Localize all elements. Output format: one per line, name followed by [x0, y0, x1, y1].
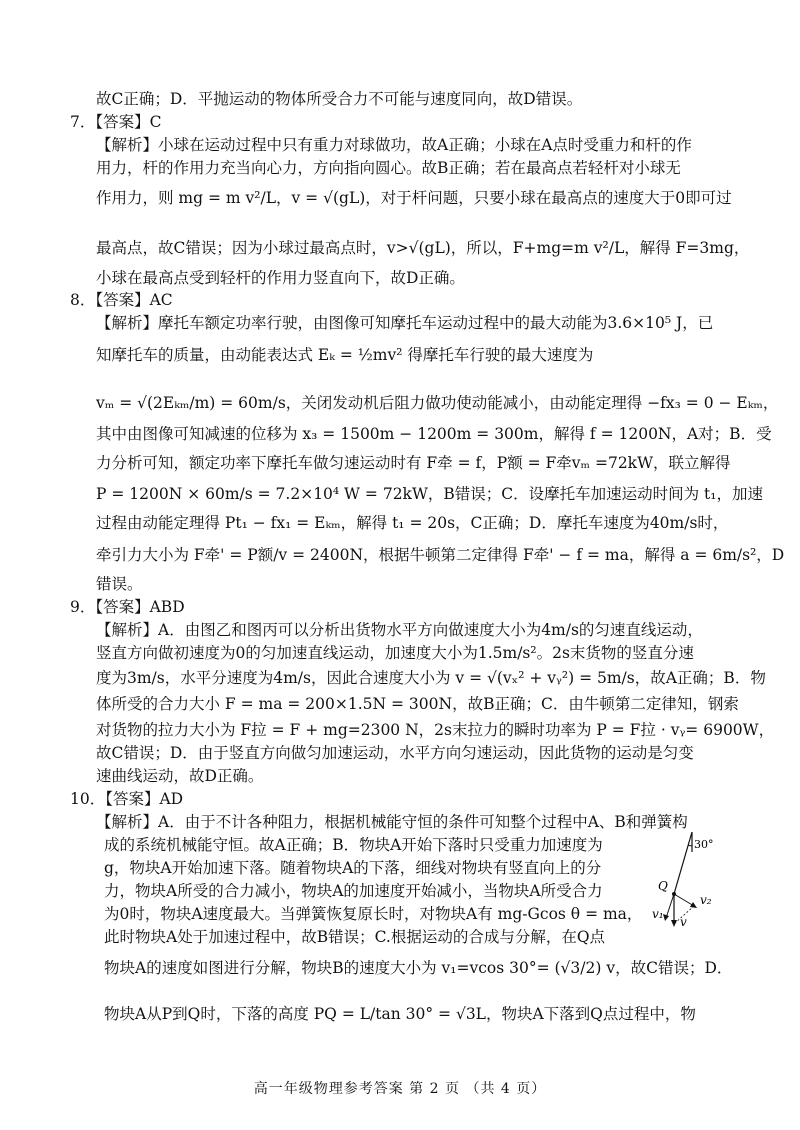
- q8-analysis-5: 力分析可知，额定功率下摩托车做匀速运动时有 F牵 = f，P额 = F牵vₘ =72kW，联立解得: [96, 454, 731, 472]
- q8-analysis-3: vₘ = √(2Eₖₘ/m) = 60m/s，关闭发动机后阻力做功使动能减小，由动能定理得 −fx₃ = 0 − Eₖₘ，: [96, 394, 779, 412]
- point-q-label: Q: [658, 879, 668, 893]
- q8-analysis-6: P = 1200N × 60m/s = 7.2×10⁴ W = 72kW，B错误；C．设摩托车加速运动时间为 t₁，加速: [96, 485, 764, 503]
- velocity-v1-label: v₁: [652, 907, 664, 921]
- q8-analysis-9: 错误。: [96, 575, 143, 593]
- q7-answer: 7．【答案】C: [70, 113, 162, 131]
- velocity-v2-arrowhead: [690, 902, 697, 908]
- q7-analysis-5: 小球在最高点受到轻杆的作用力竖直向下，故D正确。: [96, 269, 465, 287]
- q10-analysis-5: 为0时，物块A速度最大。当弹簧恢复原长时，对物块A有 mg-Gcos θ = ma，: [104, 905, 643, 923]
- q8-analysis-8: 牵引力大小为 F牵' = P额/v = 2400N，根据牛顿第二定律得 F牵' − f = ma，解得 a = 6m/s²，D: [96, 546, 785, 564]
- q9-analysis-4: 体所受的合力大小 F = ma = 200×1.5N = 300N，故B正确；C．由牛顿第二定律知，钢索: [96, 695, 739, 713]
- q7-analysis-3: 作用力，则 mg = m v²/L，v = √(gL)，对于杆问题，只要小球在最高点的速度大于0即可过: [96, 189, 732, 207]
- q10-analysis-2: 成的系统机械能守恒。故A正确；B．物块A开始下落时只受重力加速度为: [104, 836, 603, 854]
- q7-analysis-1: 【解析】小球在运动过程中只有重力对球做功，故A正确；小球在A点时受重力和杆的作: [96, 136, 692, 154]
- angle-label: 30°: [694, 838, 714, 851]
- q7-analysis-4: 最高点，故C错误；因为小球过最高点时，v>√(gL)，所以，F+mg=m v²/L，解得 F=3mg，: [96, 239, 750, 257]
- velocity-v-label: v: [680, 915, 687, 929]
- q8-analysis-2: 知摩托车的质量，由动能表达式 Eₖ = ½mv² 得摩托车行驶的最大速度为: [96, 346, 594, 364]
- q8-analysis-4: 其中由图像可知减速的位移为 x₃ = 1500m − 1200m = 300m，解得 f = 1200N，A对；B．受: [96, 425, 772, 443]
- q9-analysis-5: 对货物的拉力大小为 F拉 = F + mg=2300 N，2s末拉力的瞬时功率为 P = F拉 · vᵧ= 6900W，: [96, 721, 775, 739]
- q9-analysis-7: 速曲线运动，故D正确。: [96, 767, 264, 785]
- q10-analysis-7: 物块A的速度如图进行分解，物块B的速度大小为 v₁=vcos 30°= (√3/2) v，故C错误；D．: [104, 959, 733, 977]
- q7-analysis-2: 用力，杆的作用力充当向心力，方向指向圆心。故B正确；若在最高点若轻杆对小球无: [96, 159, 681, 177]
- page-footer: 高一年级物理参考答案 第 2 页 （共 4 页）: [253, 1081, 547, 1097]
- q10-analysis-3: g，物块A开始加速下落。随着物块A的下落，细线对物块有竖直向上的分: [104, 859, 602, 877]
- velocity-decomposition-figure: [652, 832, 722, 932]
- q9-analysis-1: 【解析】A．由图乙和图丙可以分析出货物水平方向做速度大小为4m/s的匀速直线运动，: [96, 621, 703, 639]
- q10-analysis-6: 此时物块A处于加速过程中，故B错误；C.根据运动的合成与分解，在Q点: [104, 928, 606, 946]
- q10-answer: 10．【答案】AD: [70, 790, 184, 808]
- string-line: [674, 832, 692, 894]
- q8-analysis-1: 【解析】摩托车额定功率行驶，由图像可知摩托车运动过程中的最大动能为3.6×10⁵ J，已: [96, 314, 714, 332]
- q9-answer: 9．【答案】ABD: [70, 598, 185, 616]
- q10-analysis-1: 【解析】A．由于不计各种阻力，根据机械能守恒的条件可知整个过程中A、B和弹簧构: [96, 813, 688, 831]
- q10-analysis-8: 物块A从P到Q时，下落的高度 PQ = L/tan 30° = √3L，物块A下落到Q点过程中，物: [104, 1005, 696, 1023]
- velocity-v1-arrowhead: [663, 914, 669, 921]
- q10-analysis-4: 力，物块A所受的合力减小，物块A的加速度开始减小，当物块A所受合力: [104, 882, 603, 900]
- q8-answer: 8．【答案】AC: [70, 291, 173, 309]
- velocity-v-arrowhead: [671, 920, 677, 927]
- velocity-v2-label: v₂: [700, 893, 712, 907]
- text-line-1: 故C正确；D．平抛运动的物体所受合力不可能与速度同向，故D错误。: [96, 90, 583, 108]
- q9-analysis-6: 故C错误；D．由于竖直方向做匀加速运动，水平方向匀速运动，因此货物的运动是匀变: [96, 744, 694, 762]
- q9-analysis-2: 竖直方向做初速度为0的匀加速直线运动，加速度大小为1.5m/s²。2s末货物的竖直分速: [96, 644, 694, 662]
- velocity-v1-arrow: [666, 894, 674, 918]
- q9-analysis-3: 度为3m/s，水平分速度为4m/s，因此合速度大小为 v = √(vₓ² + vᵧ²) = 5m/s，故A正确；B．物: [96, 669, 766, 687]
- velocity-v2-arrow: [674, 894, 694, 906]
- q8-analysis-7: 过程由动能定理得 Pt₁ − fx₁ = Eₖₘ，解得 t₁ = 20s，C正确；D．摩托车速度为40m/s时，: [96, 514, 729, 532]
